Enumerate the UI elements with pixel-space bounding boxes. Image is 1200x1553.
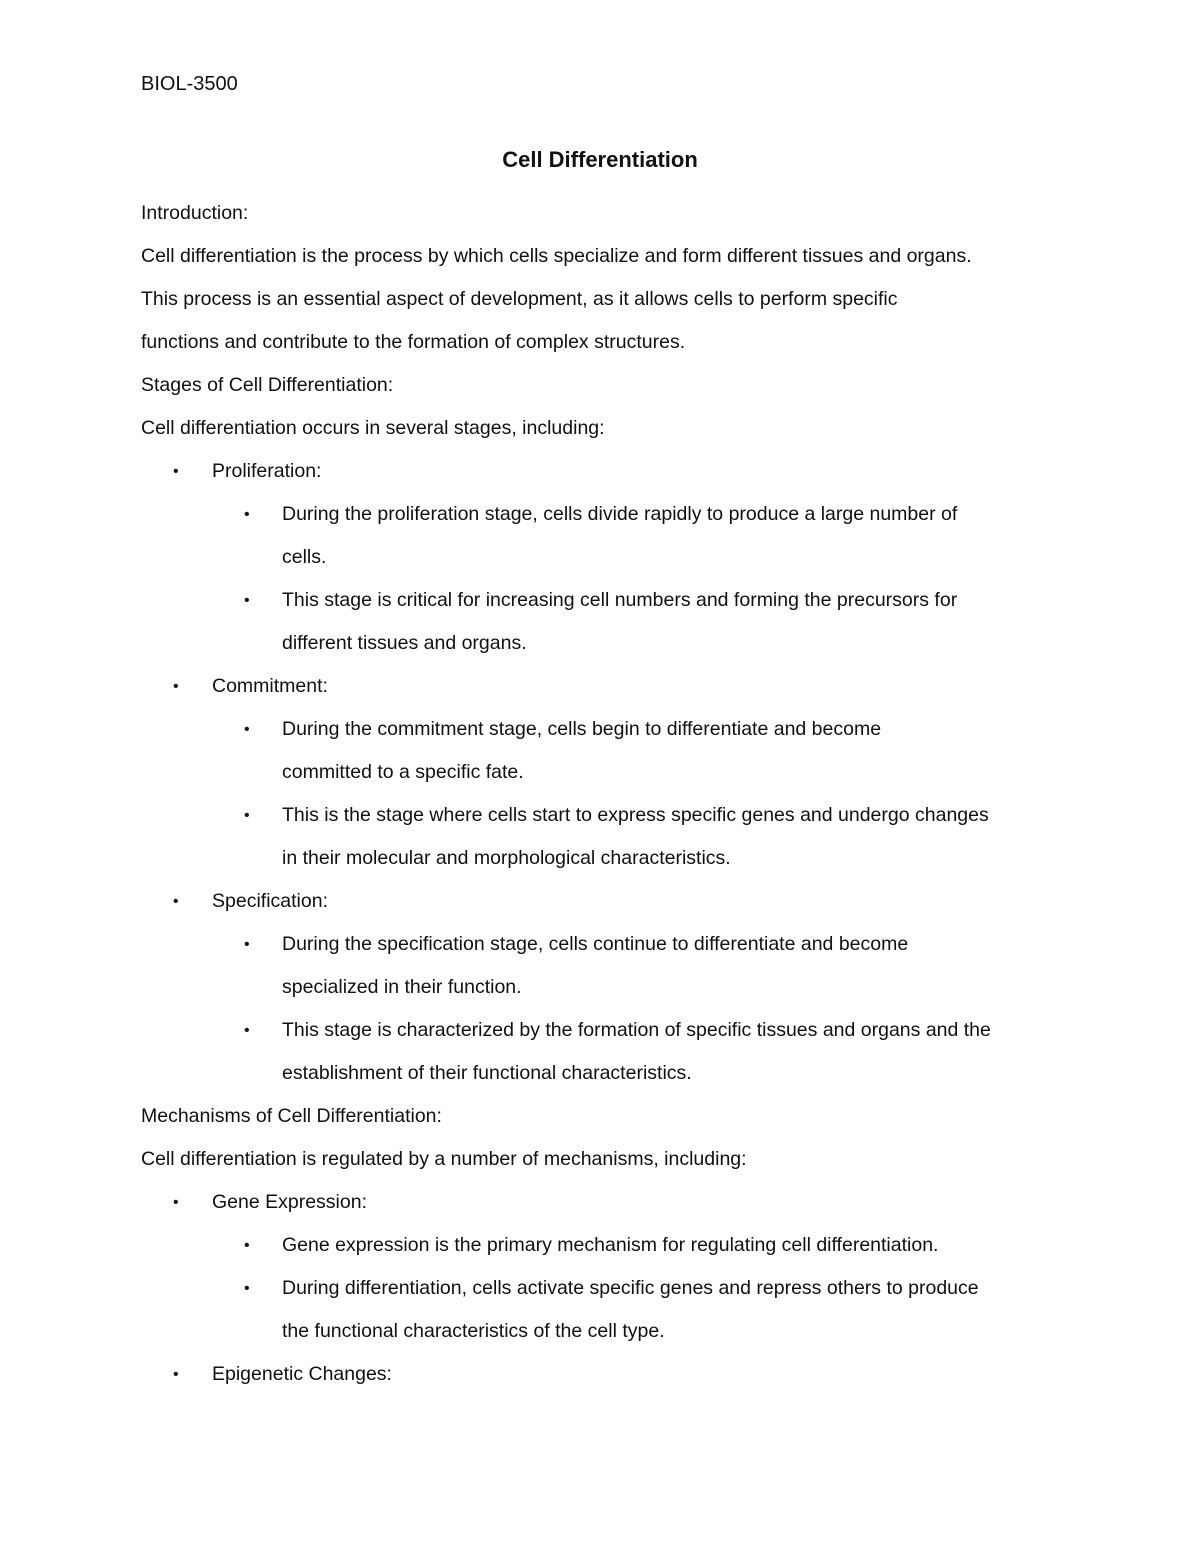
intro-line: Cell differentiation is the process by which cells specialize and form different tissues and organs. [141, 245, 972, 267]
bullet-icon: • [173, 678, 179, 695]
list-item-point [141, 1009, 1071, 1095]
list-item-point [141, 1224, 1071, 1267]
point-line: different tissues and organs. [282, 632, 527, 654]
point-line: During the commitment stage, cells begin to differentiate and become [282, 718, 882, 740]
list-item-point [141, 579, 1071, 665]
bullet-icon: • [244, 506, 250, 523]
list-item-stage [141, 880, 1071, 923]
list-item-stage [141, 450, 1071, 493]
point-line: During differentiation, cells activate specific genes and repress others to produce [282, 1277, 979, 1299]
point-line: the functional characteristics of the cell type. [282, 1320, 665, 1342]
point-line: This is the stage where cells start to express specific genes and undergo changes [282, 804, 989, 826]
list-item-stage [141, 665, 1071, 708]
document-title: Cell Differentiation [502, 147, 698, 172]
mechanisms-lead: Cell differentiation is regulated by a number of mechanisms, including: [141, 1148, 747, 1170]
list-item-mechanism [141, 1353, 1071, 1396]
bullet-icon: • [244, 936, 250, 953]
point-line: This stage is critical for increasing cell numbers and forming the precursors for [282, 589, 958, 611]
bullet-icon: • [173, 1194, 179, 1211]
list-item-point [141, 794, 1071, 880]
intro-line: functions and contribute to the formation of complex structures. [141, 331, 686, 353]
bullet-icon: • [244, 1237, 250, 1254]
mechanism-label: Epigenetic Changes: [212, 1363, 392, 1385]
bullet-icon: • [173, 463, 179, 480]
list-item-mechanism [141, 1181, 1071, 1224]
course-code: BIOL-3500 [141, 73, 238, 95]
intro-heading: Introduction: [141, 202, 249, 224]
intro-line: This process is an essential aspect of development, as it allows cells to perform specific [141, 288, 898, 310]
mechanism-label: Gene Expression: [212, 1191, 368, 1213]
point-line: establishment of their functional characteristics. [282, 1062, 692, 1084]
list-item-point [141, 708, 1071, 794]
document-body [141, 192, 1071, 1396]
point-line: During the specification stage, cells continue to differentiate and become [282, 933, 909, 955]
stages-heading: Stages of Cell Differentiation: [141, 374, 394, 396]
stage-label: Specification: [212, 890, 328, 912]
point-line: committed to a specific fate. [282, 761, 524, 783]
point-line: in their molecular and morphological characteristics. [282, 847, 731, 869]
bullet-icon: • [244, 1022, 250, 1039]
list-item-point [141, 1267, 1071, 1353]
stage-label: Proliferation: [212, 460, 322, 482]
list-item-point [141, 493, 1071, 579]
bullet-icon: • [244, 807, 250, 824]
bullet-icon: • [244, 1280, 250, 1297]
point-line: cells. [282, 546, 327, 568]
bullet-icon: • [244, 721, 250, 738]
point-line: This stage is characterized by the formation of specific tissues and organs and the [282, 1019, 991, 1041]
point-line: During the proliferation stage, cells divide rapidly to produce a large number of [282, 503, 958, 525]
point-line: specialized in their function. [282, 976, 522, 998]
bullet-icon: • [173, 893, 179, 910]
list-item-point [141, 923, 1071, 1009]
stages-lead: Cell differentiation occurs in several stages, including: [141, 417, 605, 439]
bullet-icon: • [244, 592, 250, 609]
point-line: Gene expression is the primary mechanism for regulating cell differentiation. [282, 1234, 939, 1256]
stage-label: Commitment: [212, 675, 328, 697]
bullet-icon: • [173, 1366, 179, 1383]
mechanisms-heading: Mechanisms of Cell Differentiation: [141, 1105, 442, 1127]
